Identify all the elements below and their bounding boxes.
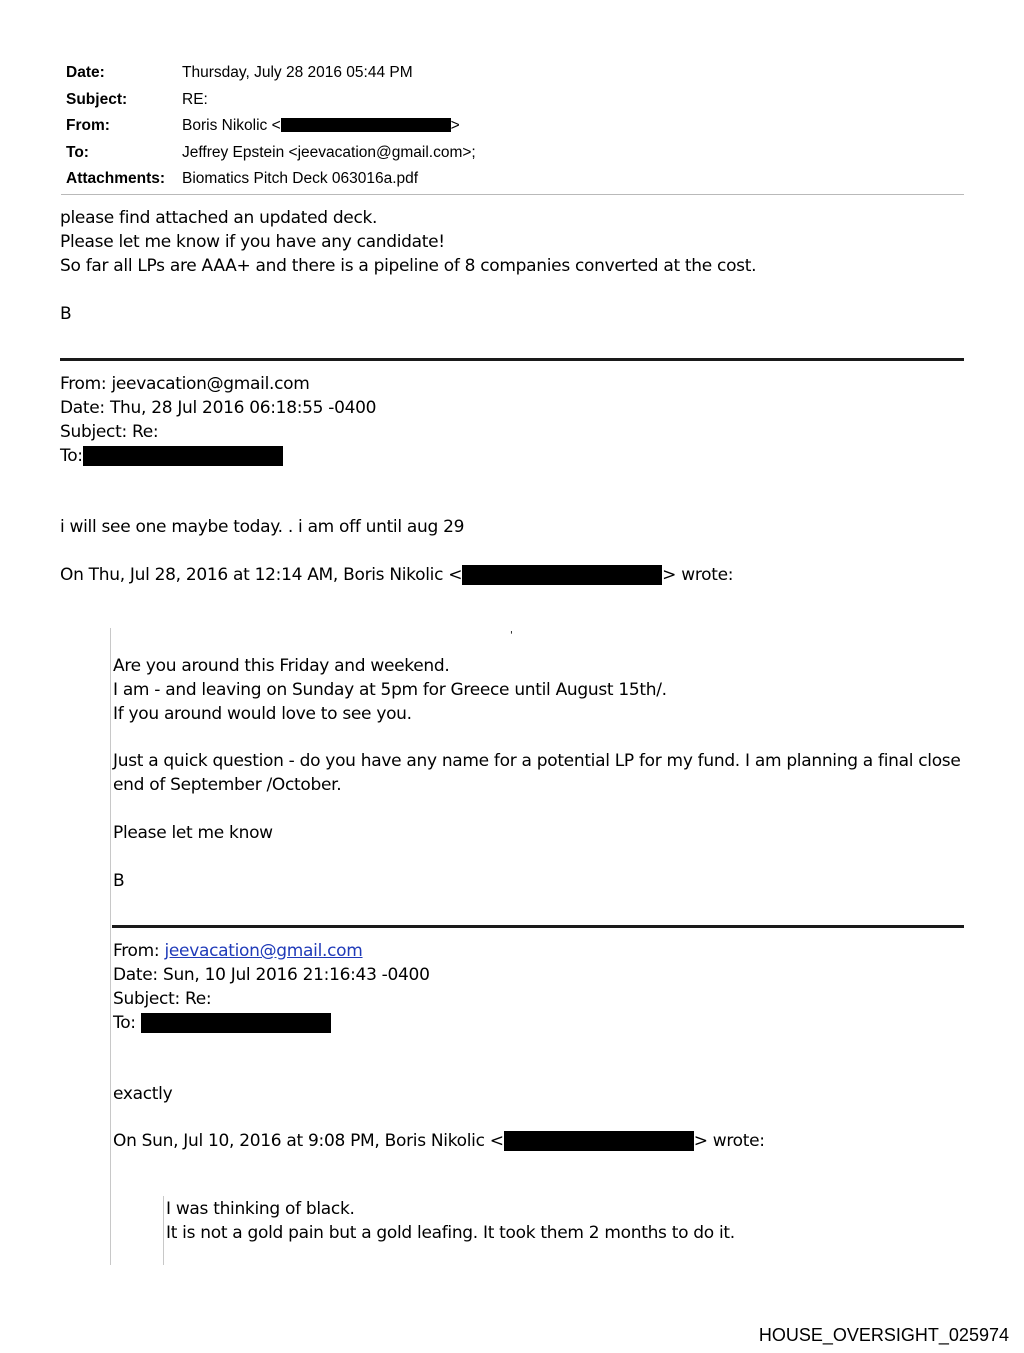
redaction-block bbox=[83, 446, 283, 466]
body-signature: B bbox=[60, 304, 72, 324]
quote-separator bbox=[112, 925, 964, 928]
attachments-label: Attachments: bbox=[66, 170, 166, 187]
msg3-wrote-line bbox=[113, 1131, 765, 1151]
msg3-date: Date: Sun, 10 Jul 2016 21:16:43 -0400 bbox=[113, 965, 430, 985]
msg2-to-label: To: bbox=[60, 446, 83, 466]
msg2-subject: Subject: Re: bbox=[60, 422, 159, 442]
redaction-block bbox=[462, 565, 662, 585]
from-value bbox=[182, 117, 460, 135]
attachment-filename[interactable]: Biomatics Pitch Deck 063016a.pdf bbox=[182, 170, 419, 187]
redaction-block bbox=[281, 118, 451, 132]
msg3-text: exactly bbox=[113, 1084, 173, 1104]
msg3-from bbox=[113, 941, 363, 961]
quote1-line-6: Please let me know bbox=[113, 823, 273, 843]
msg3-subject: Subject: Re: bbox=[113, 989, 212, 1009]
quote1-line-2: I am - and leaving on Sunday at 5pm for Greece until August 15th/. bbox=[113, 680, 667, 700]
msg2-from: From: jeevacation@gmail.com bbox=[60, 374, 310, 394]
msg2-text: i will see one maybe today. . i am off until aug 29 bbox=[60, 517, 465, 537]
msg3-wrote-prefix: On Sun, Jul 10, 2016 at 9:08 PM, Boris Nikolic < bbox=[113, 1131, 504, 1151]
date-label: Date: bbox=[66, 64, 105, 81]
quote1-line-3: If you around would love to see you. bbox=[113, 704, 412, 724]
stray-mark: ' bbox=[510, 630, 513, 641]
quote1-signature: B bbox=[113, 871, 125, 891]
subject-label: Subject: bbox=[66, 91, 128, 108]
msg2-wrote-prefix: On Thu, Jul 28, 2016 at 12:14 AM, Boris Nikolic < bbox=[60, 565, 463, 585]
body-line-3: So far all LPs are AAA+ and there is a pipeline of 8 companies converted at the cost. bbox=[60, 256, 757, 276]
msg2-wrote-suffix: > wrote: bbox=[662, 565, 734, 585]
quote2-line-2: It is not a gold pain but a gold leafing. It took them 2 months to do it. bbox=[166, 1223, 735, 1243]
quote1-line-5: end of September /October. bbox=[113, 775, 342, 795]
from-close: > bbox=[450, 117, 460, 134]
body-line-1: please find attached an updated deck. bbox=[60, 208, 378, 228]
redaction-block bbox=[504, 1131, 694, 1151]
quote-bar-level-1 bbox=[110, 628, 111, 1265]
to-value: Jeffrey Epstein <jeevacation@gmail.com>; bbox=[182, 144, 476, 161]
header-divider bbox=[61, 194, 964, 195]
quote2-line-1: I was thinking of black. bbox=[166, 1199, 355, 1219]
to-label: To: bbox=[66, 144, 89, 161]
redaction-block bbox=[141, 1013, 331, 1033]
msg3-from-label: From: bbox=[113, 941, 165, 961]
from-label: From: bbox=[66, 117, 110, 134]
msg3-wrote-suffix: > wrote: bbox=[693, 1131, 765, 1151]
msg2-to bbox=[60, 446, 283, 466]
msg2-date: Date: Thu, 28 Jul 2016 06:18:55 -0400 bbox=[60, 398, 377, 418]
subject-value: RE: bbox=[182, 91, 208, 108]
msg2-wrote-line bbox=[60, 565, 733, 585]
from-name: Boris Nikolic < bbox=[182, 117, 281, 134]
msg3-to-label: To: bbox=[113, 1013, 141, 1033]
email-link[interactable]: jeevacation@gmail.com bbox=[164, 941, 363, 961]
msg3-to bbox=[113, 1013, 331, 1033]
date-value: Thursday, July 28 2016 05:44 PM bbox=[182, 64, 413, 81]
quote1-line-4: Just a quick question - do you have any name for a potential LP for my fund. I am planning a final close bbox=[113, 751, 961, 771]
body-line-2: Please let me know if you have any candidate! bbox=[60, 232, 445, 252]
quote-bar-level-2 bbox=[163, 1196, 164, 1265]
bates-number: HOUSE_OVERSIGHT_025974 bbox=[758, 1325, 1009, 1345]
message-separator bbox=[60, 358, 964, 361]
quote1-line-1: Are you around this Friday and weekend. bbox=[113, 656, 450, 676]
